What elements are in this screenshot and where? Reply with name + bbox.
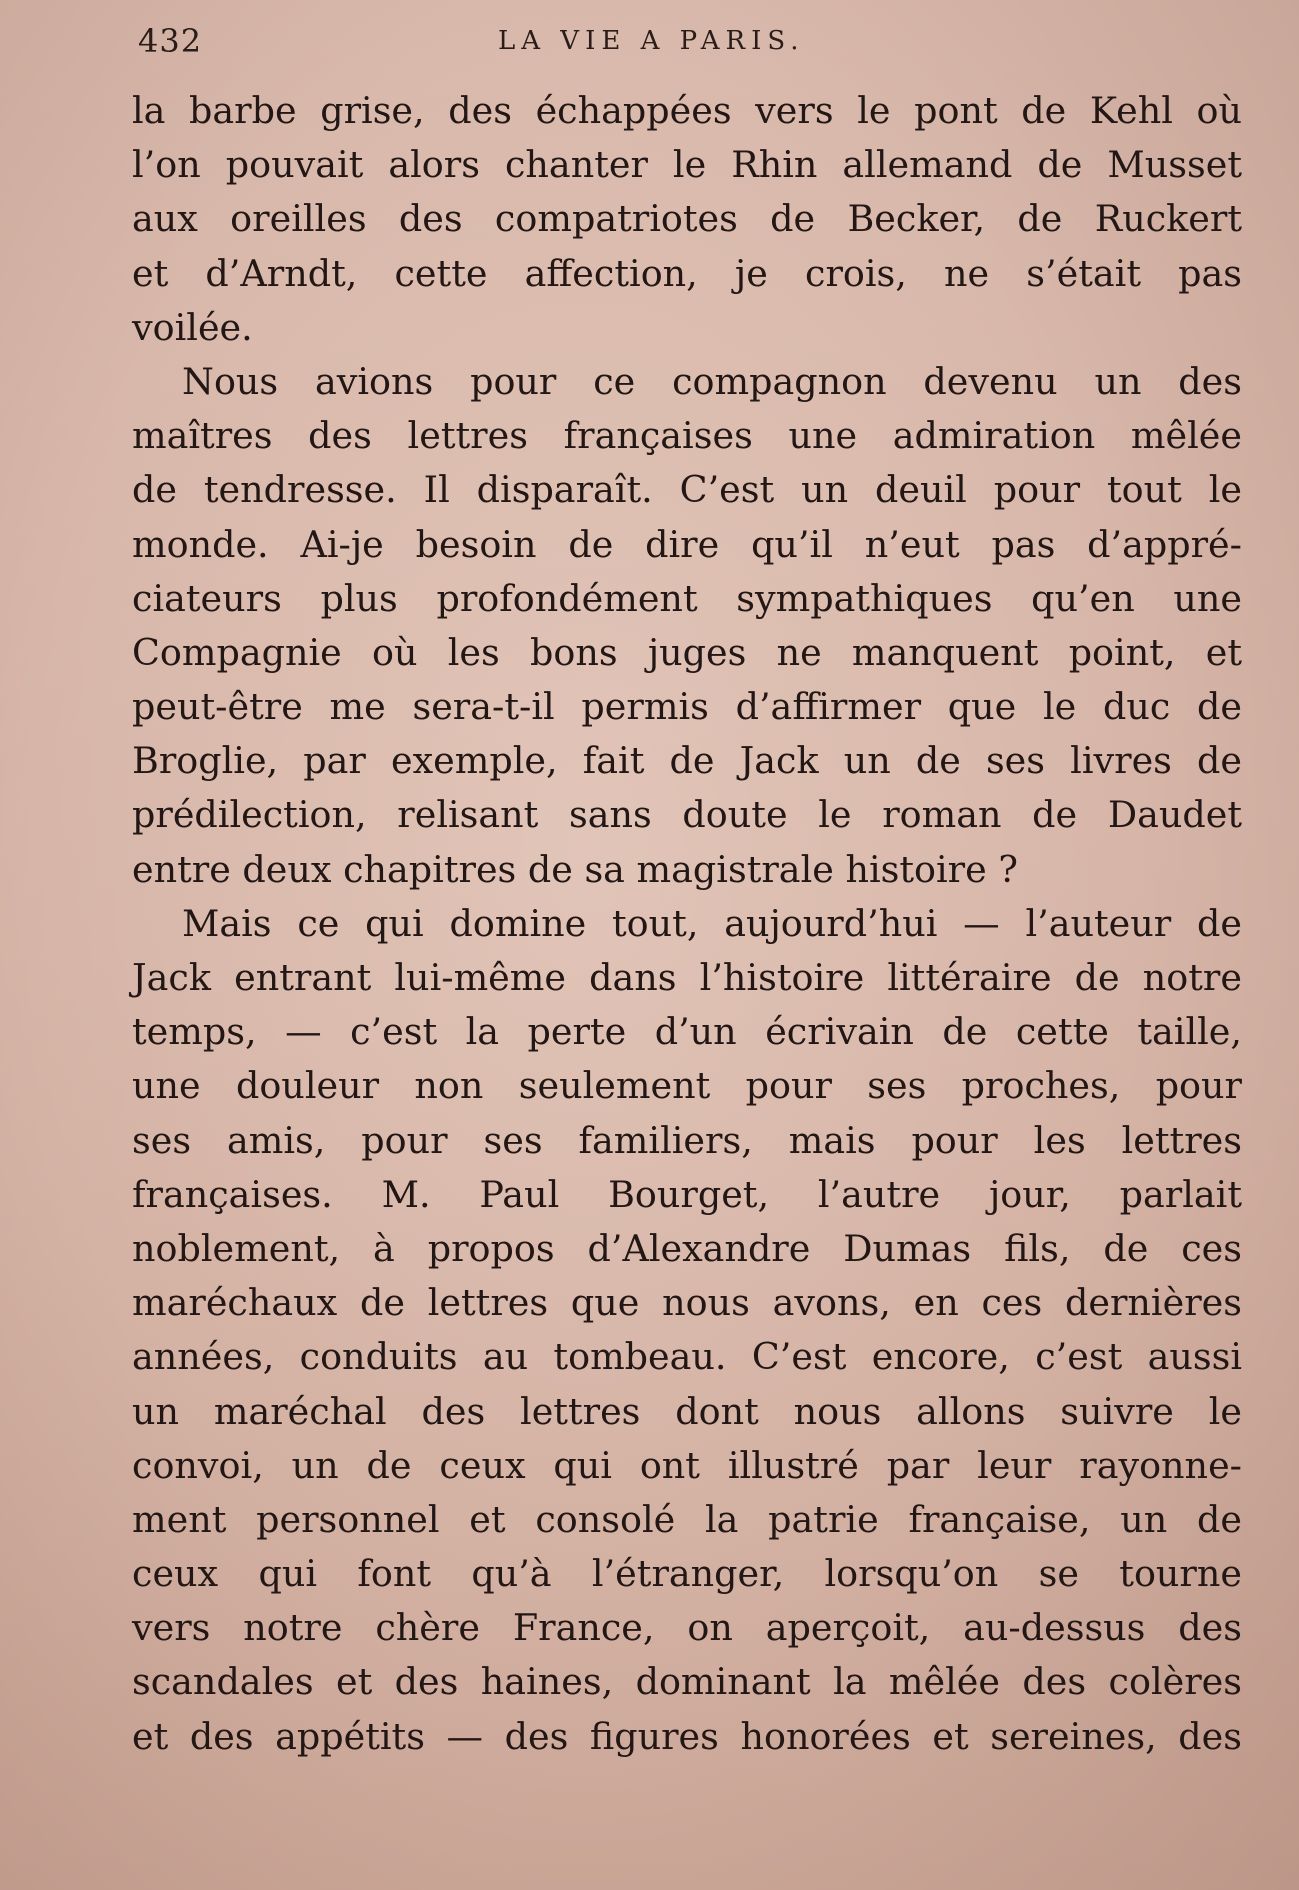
text-line: Compagnie où les bons juges ne manquent point, et (132, 630, 1242, 674)
text-line: voilée. (132, 305, 253, 349)
text-line: l’on pouvait alors chanter le Rhin allemand de Musset (132, 143, 1242, 187)
text-line: noblement, à propos d’Alexandre Dumas fils, de ces (132, 1226, 1242, 1270)
text-line: une douleur non seulement pour ses proches, pour (132, 1064, 1242, 1108)
text-line: Mais ce qui domine tout, aujourd’hui — l’auteur de (182, 901, 1242, 945)
text-line: Nous avions pour ce compagnon devenu un des (182, 359, 1242, 403)
text-line: ceux qui font qu’à l’étranger, lorsqu’on se tourne (132, 1552, 1242, 1596)
text-line: maréchaux de lettres que nous avons, en ces dernières (132, 1281, 1242, 1325)
text-line: la barbe grise, des échappées vers le pont de Kehl où (132, 89, 1242, 132)
text-line: un maréchal des lettres dont nous allons suivre le (132, 1389, 1242, 1433)
text-line: temps, — c’est la perte d’un écrivain de cette taille, (132, 1010, 1242, 1054)
text-line: peut-être me sera-t-il permis d’affirmer que le duc de (132, 685, 1242, 729)
text-line: maîtres des lettres françaises une admiration mêlée (132, 414, 1242, 458)
text-line: vers notre chère France, on aperçoit, au-dessus des (132, 1606, 1242, 1650)
text-line: de tendresse. Il disparaît. C’est un deuil pour tout le (132, 468, 1242, 512)
running-title: LA VIE A PARIS. (498, 26, 805, 56)
page-number: 432 (138, 22, 203, 60)
running-head (138, 22, 1238, 62)
body-text (132, 84, 1242, 1764)
text-line: françaises. M. Paul Bourget, l’autre jour, parlait (132, 1172, 1242, 1216)
text-line: entre deux chapitres de sa magistrale histoire ? (132, 847, 1018, 891)
text-line: et d’Arndt, cette affection, je crois, ne s’était pas (132, 251, 1242, 295)
text-line: convoi, un de ceux qui ont illustré par leur rayonne- (132, 1443, 1242, 1487)
text-line: et des appétits — des figures honorées et sereines, des (132, 1714, 1242, 1758)
text-line: ciateurs plus profondément sympathiques qu’en une (132, 576, 1242, 620)
text-line: aux oreilles des compatriotes de Becker, de Ruckert (132, 197, 1242, 241)
text-line: ment personnel et consolé la patrie française, un de (132, 1497, 1242, 1541)
text-line: Broglie, par exemple, fait de Jack un de ses livres de (132, 739, 1242, 783)
text-line: Jack entrant lui-même dans l’histoire littéraire de notre (132, 956, 1242, 999)
text-line: prédilection, relisant sans doute le roman de Daudet (132, 793, 1242, 837)
text-line: ses amis, pour ses familiers, mais pour les lettres (132, 1118, 1242, 1162)
text-line: scandales et des haines, dominant la mêlée des colères (132, 1660, 1242, 1704)
text-line: années, conduits au tombeau. C’est encore, c’est aussi (132, 1335, 1242, 1379)
text-line: monde. Ai-je besoin de dire qu’il n’eut pas d’appré- (132, 522, 1242, 566)
